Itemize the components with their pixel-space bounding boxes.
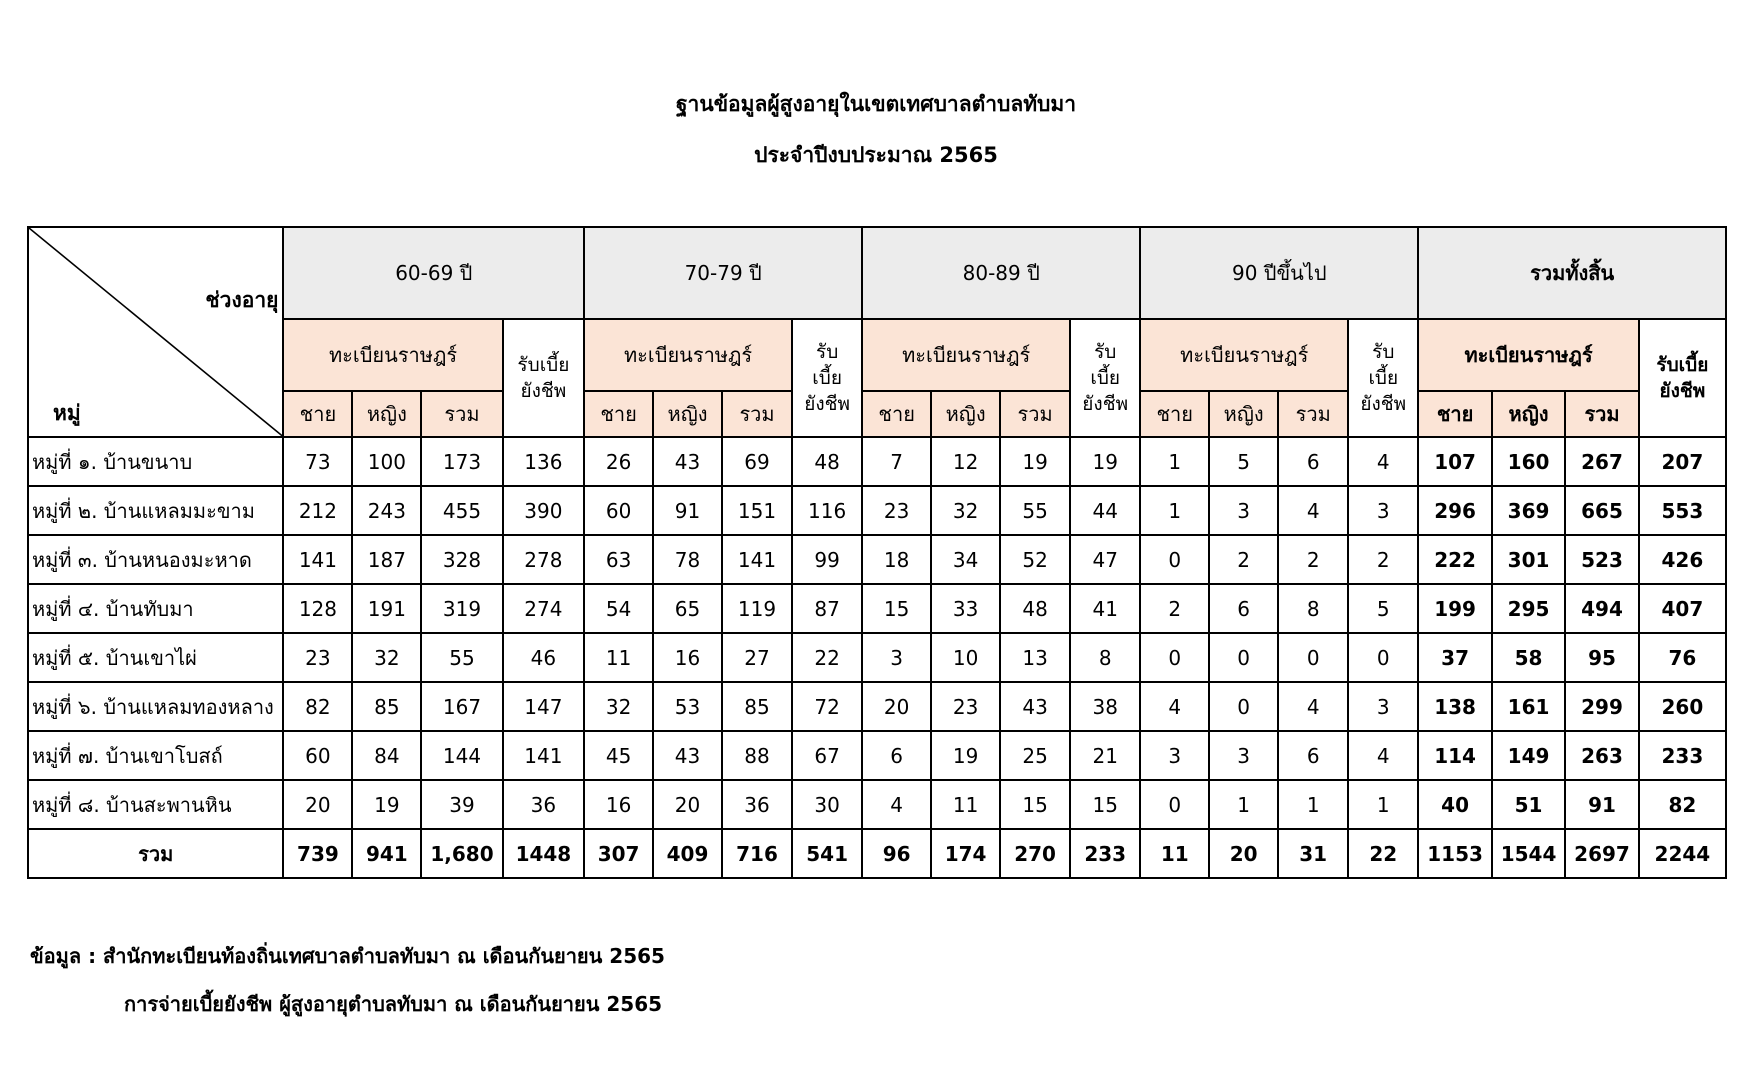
table-cell: 16 — [584, 780, 653, 829]
total-header: รวม — [421, 391, 502, 437]
table-cell: 60 — [283, 731, 352, 780]
table-cell: 3 — [1348, 682, 1418, 731]
table-cell: 2 — [1348, 535, 1418, 584]
table-cell: 114 — [1418, 731, 1491, 780]
age-range-label: ช่วงอายุ — [205, 288, 279, 312]
table-cell: 136 — [503, 437, 584, 486]
group-header-70-79: 70-79 ปี — [584, 227, 862, 319]
total-header: รวม — [722, 391, 792, 437]
registry-header: ทะเบียนราษฎร์ — [862, 319, 1070, 391]
table-cell: 19 — [931, 731, 1000, 780]
table-cell: 26 — [584, 437, 653, 486]
table-cell: 233 — [1070, 829, 1140, 878]
table-cell: 38 — [1070, 682, 1140, 731]
table-cell: 0 — [1140, 633, 1209, 682]
table-cell: 25 — [1000, 731, 1070, 780]
table-cell: 212 — [283, 486, 352, 535]
table-cell: 4 — [1348, 731, 1418, 780]
table-cell: 301 — [1492, 535, 1565, 584]
table-cell: 69 — [722, 437, 792, 486]
table-cell: 3 — [1348, 486, 1418, 535]
table-cell: 67 — [792, 731, 862, 780]
table-cell: 41 — [1070, 584, 1140, 633]
table-cell: 32 — [352, 633, 421, 682]
table-cell: 20 — [862, 682, 931, 731]
male-header: ชาย — [584, 391, 653, 437]
table-cell: 4 — [1140, 682, 1209, 731]
table-cell: 390 — [503, 486, 584, 535]
table-cell: 739 — [283, 829, 352, 878]
table-cell: 11 — [584, 633, 653, 682]
table-cell: 55 — [421, 633, 502, 682]
allowance-header: รับ เบี้ย ยังชีพ — [792, 319, 862, 437]
village-name-cell: หมู่ที่ ๑. บ้านขนาบ — [28, 437, 283, 486]
table-cell: 21 — [1070, 731, 1140, 780]
table-cell: 1448 — [503, 829, 584, 878]
female-header: หญิง — [1492, 391, 1565, 437]
table-cell: 15 — [1000, 780, 1070, 829]
table-cell: 10 — [931, 633, 1000, 682]
table-cell: 43 — [1000, 682, 1070, 731]
table-row — [28, 437, 1726, 486]
table-cell: 5 — [1348, 584, 1418, 633]
table-cell: 0 — [1209, 682, 1278, 731]
registry-header: ทะเบียนราษฎร์ — [283, 319, 502, 391]
table-cell: 23 — [862, 486, 931, 535]
table-cell: 52 — [1000, 535, 1070, 584]
table-cell: 23 — [283, 633, 352, 682]
table-cell: 76 — [1639, 633, 1726, 682]
table-cell: 270 — [1000, 829, 1070, 878]
table-cell: 274 — [503, 584, 584, 633]
table-cell: 1 — [1209, 780, 1278, 829]
registry-header: ทะเบียนราษฎร์ — [1418, 319, 1638, 391]
table-row — [28, 486, 1726, 535]
table-cell: 553 — [1639, 486, 1726, 535]
table-cell: 30 — [792, 780, 862, 829]
table-cell: 4 — [1278, 486, 1348, 535]
table-cell: 32 — [931, 486, 1000, 535]
table-cell: 22 — [1348, 829, 1418, 878]
male-header: ชาย — [1140, 391, 1209, 437]
table-cell: 8 — [1278, 584, 1348, 633]
table-cell: 6 — [1209, 584, 1278, 633]
table-cell: 307 — [584, 829, 653, 878]
allowance-header: รับ เบี้ย ยังชีพ — [1070, 319, 1140, 437]
table-cell: 85 — [722, 682, 792, 731]
table-cell: 222 — [1418, 535, 1491, 584]
table-cell: 78 — [653, 535, 722, 584]
table-cell: 455 — [421, 486, 502, 535]
table-cell: 1,680 — [421, 829, 502, 878]
table-cell: 2697 — [1565, 829, 1638, 878]
table-cell: 2 — [1209, 535, 1278, 584]
table-cell: 7 — [862, 437, 931, 486]
male-header: ชาย — [1418, 391, 1491, 437]
male-header: ชาย — [862, 391, 931, 437]
village-name-cell: หมู่ที่ ๘. บ้านสะพานหิน — [28, 780, 283, 829]
table-cell: 19 — [352, 780, 421, 829]
total-row-label: รวม — [28, 829, 283, 878]
table-cell: 100 — [352, 437, 421, 486]
table-cell: 3 — [1209, 486, 1278, 535]
table-cell: 15 — [862, 584, 931, 633]
table-cell: 33 — [931, 584, 1000, 633]
table-cell: 34 — [931, 535, 1000, 584]
table-cell: 91 — [1565, 780, 1638, 829]
table-cell: 11 — [1140, 829, 1209, 878]
table-cell: 31 — [1278, 829, 1348, 878]
group-header-60-69: 60-69 ปี — [283, 227, 584, 319]
total-header: รวม — [1565, 391, 1638, 437]
table-cell: 51 — [1492, 780, 1565, 829]
table-cell: 18 — [862, 535, 931, 584]
table-cell: 116 — [792, 486, 862, 535]
allowance-header: รับเบี้ย ยังชีพ — [503, 319, 584, 437]
table-cell: 407 — [1639, 584, 1726, 633]
table-cell: 260 — [1639, 682, 1726, 731]
table-cell: 82 — [283, 682, 352, 731]
table-cell: 65 — [653, 584, 722, 633]
table-cell: 0 — [1348, 633, 1418, 682]
table-cell: 494 — [1565, 584, 1638, 633]
table-cell: 20 — [653, 780, 722, 829]
table-cell: 3 — [862, 633, 931, 682]
table-cell: 4 — [862, 780, 931, 829]
table-cell: 1 — [1140, 486, 1209, 535]
table-cell: 151 — [722, 486, 792, 535]
table-cell: 15 — [1070, 780, 1140, 829]
table-cell: 4 — [1278, 682, 1348, 731]
table-cell: 295 — [1492, 584, 1565, 633]
table-cell: 84 — [352, 731, 421, 780]
total-header: รวม — [1278, 391, 1348, 437]
table-row — [28, 584, 1726, 633]
table-cell: 43 — [653, 731, 722, 780]
table-cell: 147 — [503, 682, 584, 731]
table-cell: 48 — [792, 437, 862, 486]
table-row — [28, 535, 1726, 584]
table-cell: 82 — [1639, 780, 1726, 829]
table-cell: 191 — [352, 584, 421, 633]
table-cell: 149 — [1492, 731, 1565, 780]
table-cell: 278 — [503, 535, 584, 584]
table-cell: 141 — [283, 535, 352, 584]
table-cell: 54 — [584, 584, 653, 633]
table-cell: 119 — [722, 584, 792, 633]
female-header: หญิง — [653, 391, 722, 437]
table-cell: 369 — [1492, 486, 1565, 535]
table-cell: 107 — [1418, 437, 1491, 486]
elderly-data-table — [27, 226, 1727, 879]
registry-header: ทะเบียนราษฎร์ — [1140, 319, 1348, 391]
table-cell: 1 — [1140, 437, 1209, 486]
table-cell: 174 — [931, 829, 1000, 878]
table-cell: 87 — [792, 584, 862, 633]
table-cell: 58 — [1492, 633, 1565, 682]
table-cell: 95 — [1565, 633, 1638, 682]
group-header-80-89: 80-89 ปี — [862, 227, 1140, 319]
allowance-header: รับเบี้ย ยังชีพ — [1639, 319, 1726, 437]
table-cell: 12 — [931, 437, 1000, 486]
table-cell: 5 — [1209, 437, 1278, 486]
table-cell: 1153 — [1418, 829, 1491, 878]
table-cell: 2 — [1140, 584, 1209, 633]
table-cell: 99 — [792, 535, 862, 584]
table-cell: 144 — [421, 731, 502, 780]
table-cell: 541 — [792, 829, 862, 878]
table-cell: 0 — [1140, 535, 1209, 584]
table-row — [28, 731, 1726, 780]
table-cell: 73 — [283, 437, 352, 486]
table-cell: 6 — [1278, 731, 1348, 780]
table-cell: 4 — [1348, 437, 1418, 486]
table-cell: 523 — [1565, 535, 1638, 584]
table-cell: 36 — [503, 780, 584, 829]
village-name-cell: หมู่ที่ ๒. บ้านแหลมมะขาม — [28, 486, 283, 535]
table-cell: 11 — [931, 780, 1000, 829]
table-cell: 243 — [352, 486, 421, 535]
table-cell: 3 — [1140, 731, 1209, 780]
table-cell: 1 — [1278, 780, 1348, 829]
table-row — [28, 780, 1726, 829]
table-cell: 39 — [421, 780, 502, 829]
allowance-header: รับ เบี้ย ยังชีพ — [1348, 319, 1418, 437]
table-cell: 233 — [1639, 731, 1726, 780]
table-cell: 37 — [1418, 633, 1491, 682]
table-cell: 160 — [1492, 437, 1565, 486]
table-cell: 88 — [722, 731, 792, 780]
table-cell: 32 — [584, 682, 653, 731]
table-cell: 138 — [1418, 682, 1491, 731]
footer-source: ข้อมูล : สำนักทะเบียนท้องถิ่นเทศบาลตำบลทับมา ณ เดือนกันยายน 2565 — [30, 944, 665, 968]
table-cell: 48 — [1000, 584, 1070, 633]
table-cell: 2244 — [1639, 829, 1726, 878]
table-cell: 27 — [722, 633, 792, 682]
table-cell: 716 — [722, 829, 792, 878]
table-cell: 40 — [1418, 780, 1491, 829]
table-cell: 47 — [1070, 535, 1140, 584]
table-cell: 96 — [862, 829, 931, 878]
table-cell: 46 — [503, 633, 584, 682]
corner-header-cell — [28, 227, 283, 437]
table-cell: 207 — [1639, 437, 1726, 486]
table-cell: 128 — [283, 584, 352, 633]
table-cell: 36 — [722, 780, 792, 829]
table-cell: 19 — [1000, 437, 1070, 486]
table-cell: 3 — [1209, 731, 1278, 780]
table-cell: 173 — [421, 437, 502, 486]
table-cell: 426 — [1639, 535, 1726, 584]
total-header: รวม — [1000, 391, 1070, 437]
village-label: หมู่ — [53, 401, 81, 425]
table-cell: 45 — [584, 731, 653, 780]
registry-header: ทะเบียนราษฎร์ — [584, 319, 792, 391]
table-cell: 63 — [584, 535, 653, 584]
table-row — [28, 633, 1726, 682]
table-cell: 91 — [653, 486, 722, 535]
table-cell: 1 — [1348, 780, 1418, 829]
total-row — [28, 829, 1726, 878]
table-cell: 328 — [421, 535, 502, 584]
table-cell: 267 — [1565, 437, 1638, 486]
group-header-90-plus: 90 ปีขึ้นไป — [1140, 227, 1418, 319]
table-cell: 2 — [1278, 535, 1348, 584]
table-cell: 72 — [792, 682, 862, 731]
table-cell: 20 — [1209, 829, 1278, 878]
table-cell: 141 — [503, 731, 584, 780]
table-cell: 319 — [421, 584, 502, 633]
table-cell: 22 — [792, 633, 862, 682]
table-cell: 16 — [653, 633, 722, 682]
table-cell: 53 — [653, 682, 722, 731]
table-cell: 6 — [1278, 437, 1348, 486]
table-cell: 20 — [283, 780, 352, 829]
village-name-cell: หมู่ที่ ๕. บ้านเขาไผ่ — [28, 633, 283, 682]
village-name-cell: หมู่ที่ ๔. บ้านทับมา — [28, 584, 283, 633]
table-cell: 263 — [1565, 731, 1638, 780]
female-header: หญิง — [1209, 391, 1278, 437]
table-cell: 43 — [653, 437, 722, 486]
table-cell: 13 — [1000, 633, 1070, 682]
table-cell: 665 — [1565, 486, 1638, 535]
table-cell: 85 — [352, 682, 421, 731]
table-cell: 0 — [1140, 780, 1209, 829]
table-cell: 8 — [1070, 633, 1140, 682]
table-cell: 199 — [1418, 584, 1491, 633]
village-name-cell: หมู่ที่ ๓. บ้านหนองมะหาด — [28, 535, 283, 584]
table-cell: 167 — [421, 682, 502, 731]
table-row — [28, 682, 1726, 731]
table-cell: 55 — [1000, 486, 1070, 535]
table-cell: 296 — [1418, 486, 1491, 535]
page-subtitle: ประจำปีงบประมาณ 2565 — [754, 143, 998, 167]
table-cell: 23 — [931, 682, 1000, 731]
table-cell: 299 — [1565, 682, 1638, 731]
table-cell: 60 — [584, 486, 653, 535]
table-cell: 44 — [1070, 486, 1140, 535]
table-cell: 1544 — [1492, 829, 1565, 878]
village-name-cell: หมู่ที่ ๗. บ้านเขาโบสถ์ — [28, 731, 283, 780]
village-name-cell: หมู่ที่ ๖. บ้านแหลมทองหลาง — [28, 682, 283, 731]
table-cell: 409 — [653, 829, 722, 878]
table-cell: 941 — [352, 829, 421, 878]
table-cell: 6 — [862, 731, 931, 780]
table-cell: 187 — [352, 535, 421, 584]
female-header: หญิง — [352, 391, 421, 437]
female-header: หญิง — [931, 391, 1000, 437]
table-cell: 0 — [1278, 633, 1348, 682]
table-cell: 161 — [1492, 682, 1565, 731]
table-cell: 141 — [722, 535, 792, 584]
male-header: ชาย — [283, 391, 352, 437]
table-cell: 0 — [1209, 633, 1278, 682]
group-header-grand-total: รวมทั้งสิ้น — [1418, 227, 1726, 319]
page-title: ฐานข้อมูลผู้สูงอายุในเขตเทศบาลตำบลทับมา — [675, 92, 1077, 116]
table-cell: 19 — [1070, 437, 1140, 486]
footer-allowance-note: การจ่ายเบี้ยยังชีพ ผู้สูงอายุตำบลทับมา ณ เดือนกันยายน 2565 — [124, 992, 663, 1016]
